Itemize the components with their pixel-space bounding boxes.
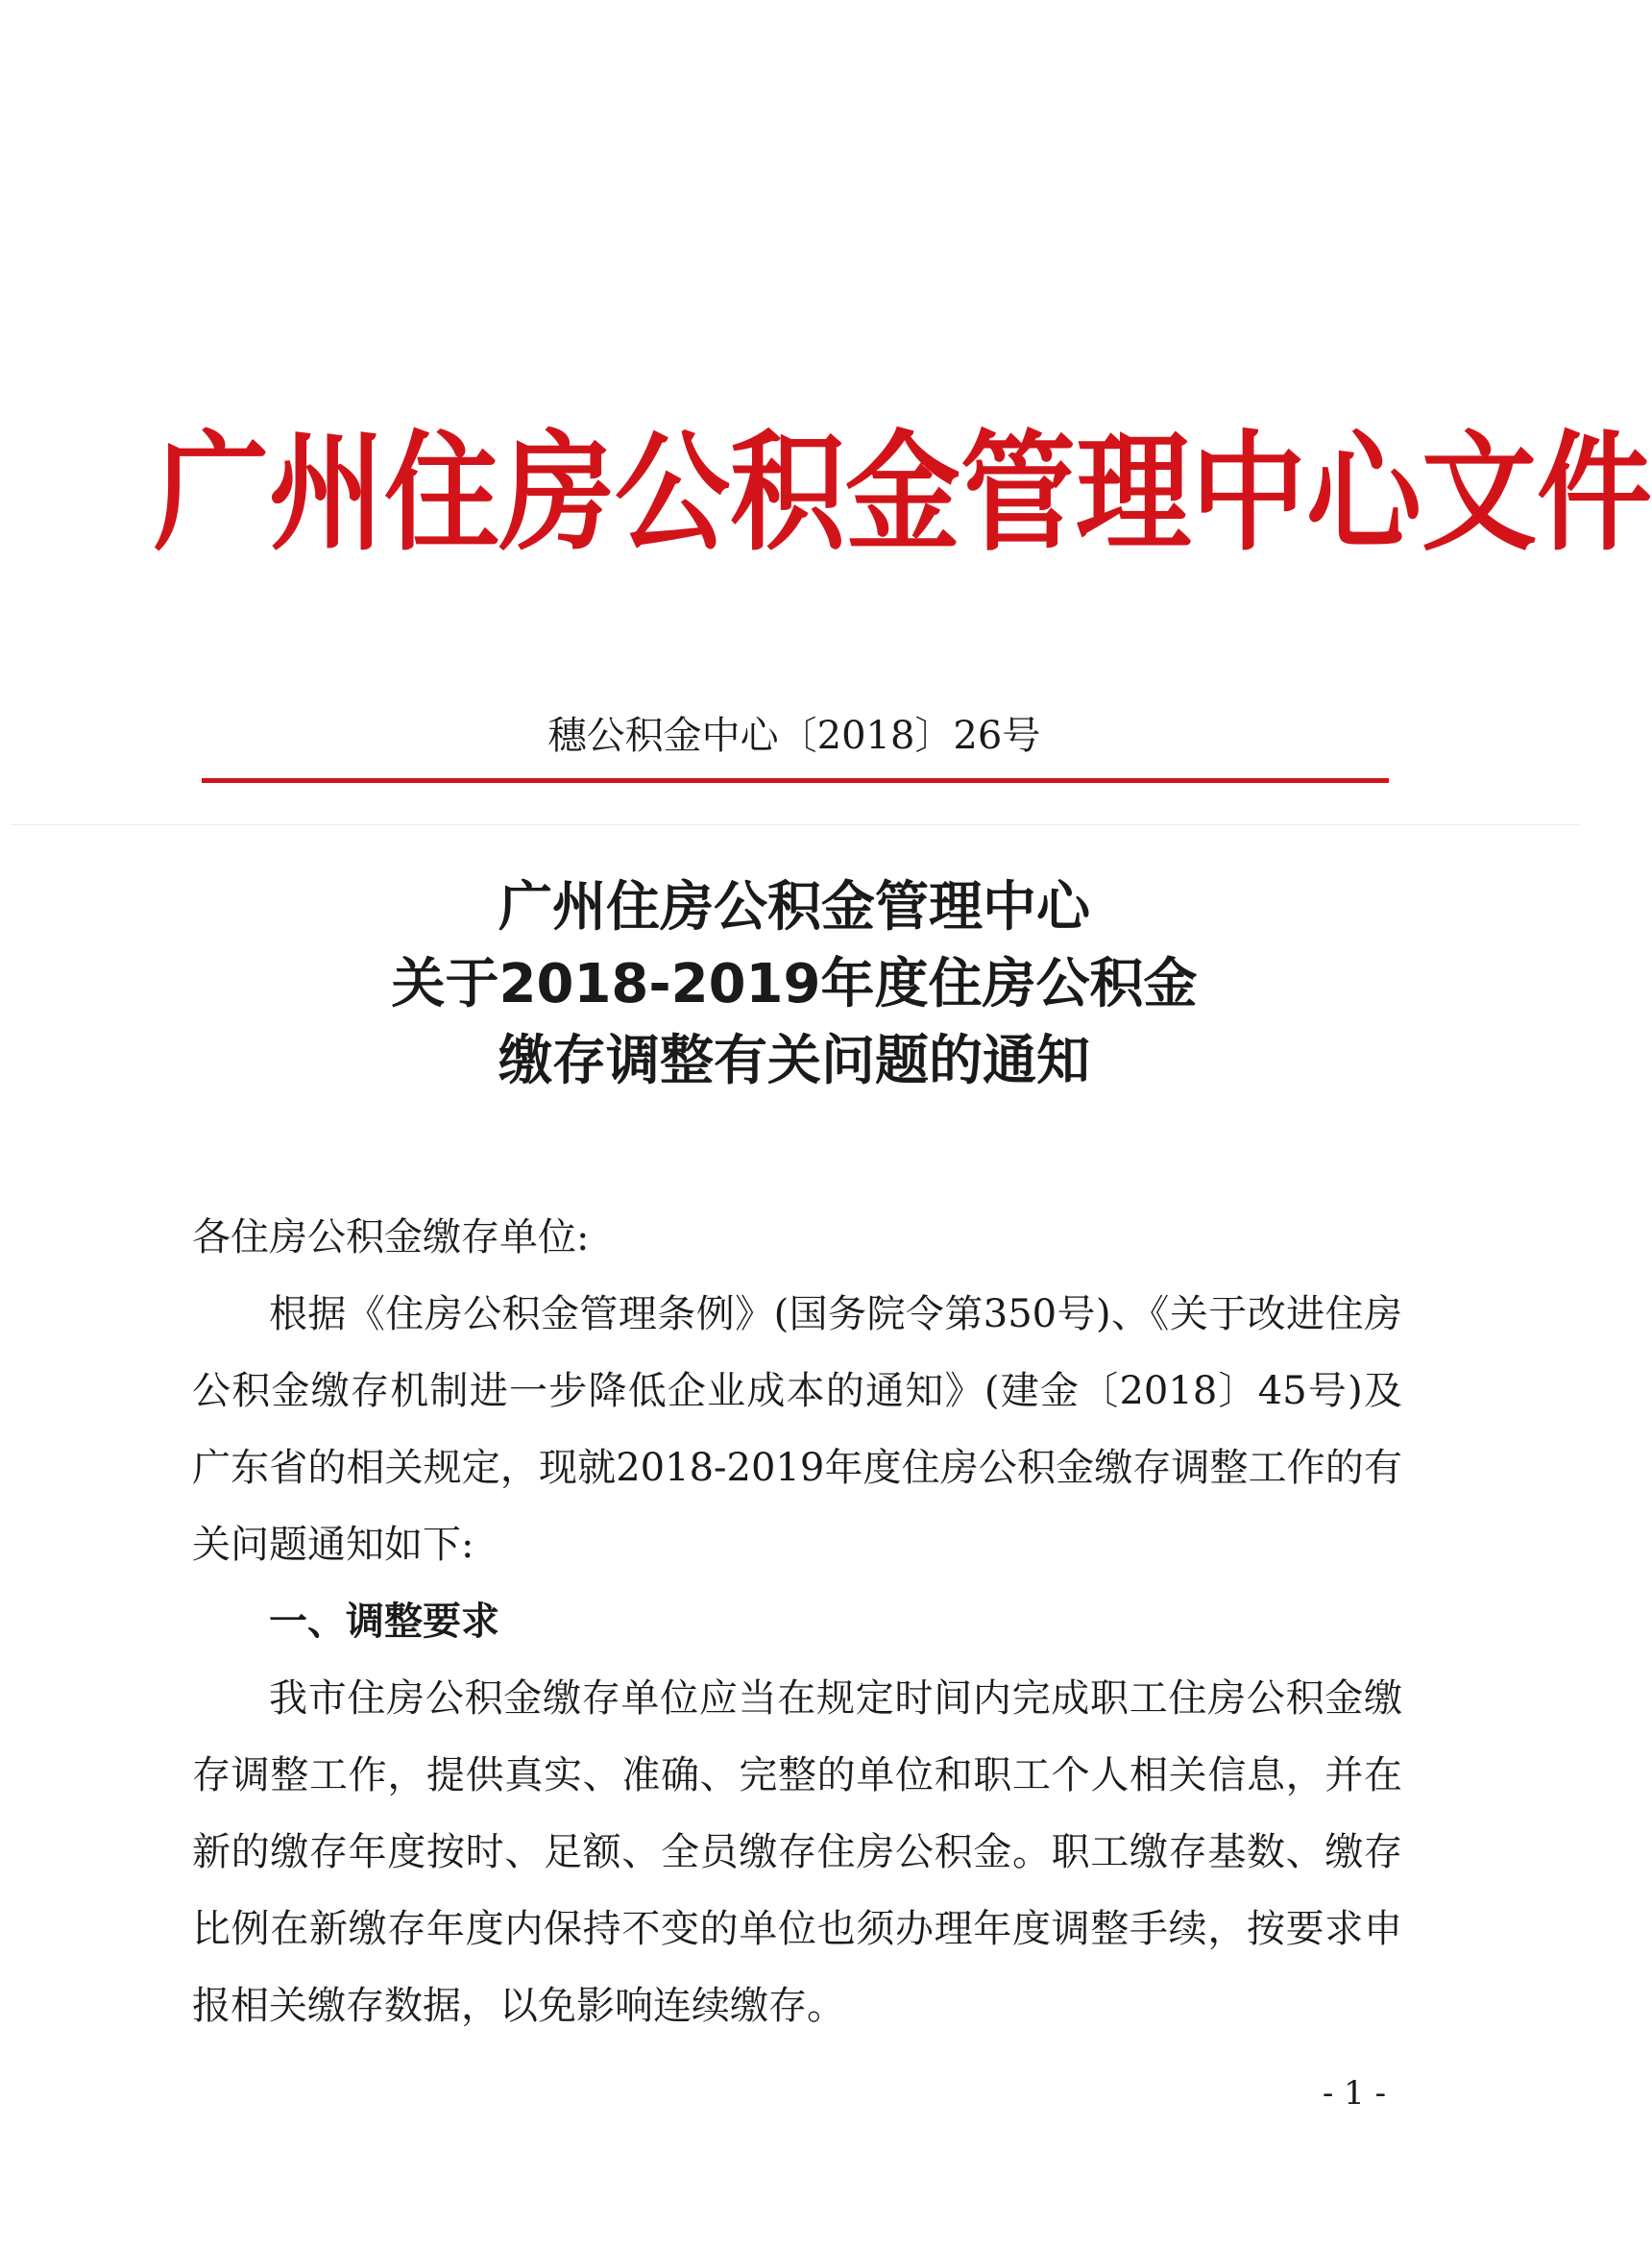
page-number: - 1 - (1322, 2074, 1387, 2113)
masthead-char: 金 (845, 419, 960, 570)
masthead-char: 州 (269, 419, 384, 570)
notice-body (192, 1199, 1402, 2044)
masthead-char: 住 (384, 419, 499, 570)
title-line-1: 广州住房公积金管理中心 (498, 876, 1090, 939)
masthead-char: 心 (1306, 419, 1421, 570)
intro-paragraph: 根据《住房公积金管理条例》(国务院令第350号)、《关于改进住房公积金缴存机制进一步降低企业成本的通知》(建金〔2018〕45号)及广东省的相关规定，现就2018-2019年度住房公积金缴存调整工作的有关问题通知如下: (192, 1292, 1402, 1567)
masthead-char: 件 (1537, 419, 1652, 570)
title-line-3: 缴存调整有关问题的通知 (498, 1030, 1090, 1092)
masthead-title (154, 419, 1652, 570)
masthead-char: 公 (615, 419, 730, 570)
notice-title (0, 869, 1589, 1100)
scan-artifact-line (10, 824, 1579, 825)
masthead-char: 文 (1421, 419, 1537, 570)
masthead-char: 房 (499, 419, 615, 570)
masthead-char: 理 (1076, 419, 1191, 570)
title-line-2: 关于2018-2019年度住房公积金 (391, 953, 1198, 1015)
masthead-char: 中 (1191, 419, 1306, 570)
section-heading-1: 一、调整要求 (269, 1600, 499, 1644)
section-1-paragraph: 我市住房公积金缴存单位应当在规定时间内完成职工住房公积金缴存调整工作，提供真实、准确、完整的单位和职工个人相关信息，并在新的缴存年度按时、足额、全员缴存住房公积金。职工缴存基数、缴存比例在新缴存年度内保持不变的单位也须办理年度调整手续，按要求申报相关缴存数据，以免影响连续缴存。 (192, 1676, 1402, 2028)
document-number: 穗公积金中心〔2018〕26号 (547, 714, 1041, 758)
red-divider-line (202, 778, 1389, 783)
masthead-char: 广 (154, 419, 269, 570)
salutation: 各住房公积金缴存单位: (192, 1215, 590, 1259)
masthead-char: 管 (960, 419, 1076, 570)
masthead-char: 积 (730, 419, 845, 570)
